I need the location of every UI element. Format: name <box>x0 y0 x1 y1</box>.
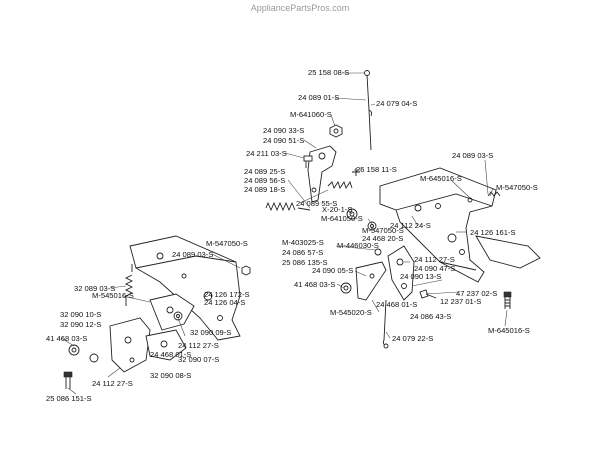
part-label: M-446030-S <box>337 241 379 250</box>
part-label: 24 468 20-S <box>362 234 404 243</box>
lever-left-lower <box>110 318 150 372</box>
part-label: M-641050-S <box>321 214 363 223</box>
part-label: 32 090 10-S <box>60 310 102 319</box>
part-label: 24 086 43-S <box>410 312 452 321</box>
part-label: 24 089 55-S <box>296 199 338 208</box>
part-label: X-20-1-S <box>322 205 353 214</box>
part-label: 24 089 56-S <box>244 176 286 185</box>
part-label: 24 126 161-S <box>470 228 516 237</box>
part-label: 24 112 27-S <box>178 341 219 350</box>
part-label: 24 089 03-S <box>172 250 214 259</box>
part-label: 32 090 09-S <box>190 328 232 337</box>
part-label: 32 090 08-S <box>150 371 192 380</box>
part-label: 47 237 02-S <box>456 289 498 298</box>
part-label: 25 158 11-S <box>356 165 397 174</box>
part-label: 24 112 24-S <box>390 221 431 230</box>
part-label: 24 090 47-S <box>414 264 456 273</box>
part-label: M-403025-S <box>282 238 324 247</box>
part-label: 24 090 13-S <box>400 272 442 281</box>
part-label: 24 126 04-S <box>204 298 246 307</box>
part-label: 24 089 25-S <box>244 167 286 176</box>
control-rod-top <box>365 71 372 151</box>
part-label: M-545020-S <box>330 308 372 317</box>
part-label: 24 126 172-S <box>204 290 250 299</box>
side-plate-right <box>476 236 540 268</box>
part-label: 24 468 01-S <box>150 350 192 359</box>
part-label: 24 086 57-S <box>282 248 324 257</box>
part-label: M-641060-S <box>290 110 332 119</box>
part-label: 32 089 03-S <box>74 284 116 293</box>
pivot-arm <box>356 262 386 300</box>
part-label: 24 090 51-S <box>263 136 305 145</box>
part-label: 24 112 27-S <box>92 379 133 388</box>
part-label: 12 237 01-S <box>440 297 482 306</box>
part-label: 24 468 01-S <box>376 300 418 309</box>
watermark: AppliancePartsPros.com <box>250 3 350 13</box>
part-label: 24 079 04-S <box>376 99 418 108</box>
part-label: 24 089 01-S <box>298 93 340 102</box>
part-label: 24 112 27-S <box>414 255 455 264</box>
control-lever <box>308 146 336 202</box>
part-label: 25 086 151-S <box>46 394 92 403</box>
part-label: M-547050-S <box>206 239 248 248</box>
part-label: 41 468 03-S <box>46 334 88 343</box>
spring-upper <box>328 182 352 188</box>
part-label: 24 079 22-S <box>392 334 434 343</box>
part-label: 24 090 33-S <box>263 126 305 135</box>
part-label: 25 158 08-S <box>308 68 350 77</box>
nut-m547050-left <box>242 266 250 275</box>
bolt-25086 <box>64 372 72 389</box>
nut-m641060 <box>330 125 342 137</box>
part-label: 24 090 05-S <box>312 266 354 275</box>
part-label: M-645016-S <box>488 326 530 335</box>
part-label: 32 090 07-S <box>178 355 220 364</box>
part-label: 41 468 03-S <box>294 280 336 289</box>
part-label: 24 089 18-S <box>244 185 286 194</box>
part-label: 32 090 12-S <box>60 320 102 329</box>
part-label: M-547050-S <box>362 226 404 235</box>
part-label: 24 211 03-S <box>246 149 287 158</box>
bolt-m645016 <box>504 292 511 309</box>
part-label: M-547050-S <box>496 183 538 192</box>
part-label: M-645016-S <box>420 174 462 183</box>
part-label: 24 089 03-S <box>452 151 494 160</box>
part-label: M-545016-S <box>92 291 134 300</box>
part-label: 25 086 135-S <box>282 258 328 267</box>
